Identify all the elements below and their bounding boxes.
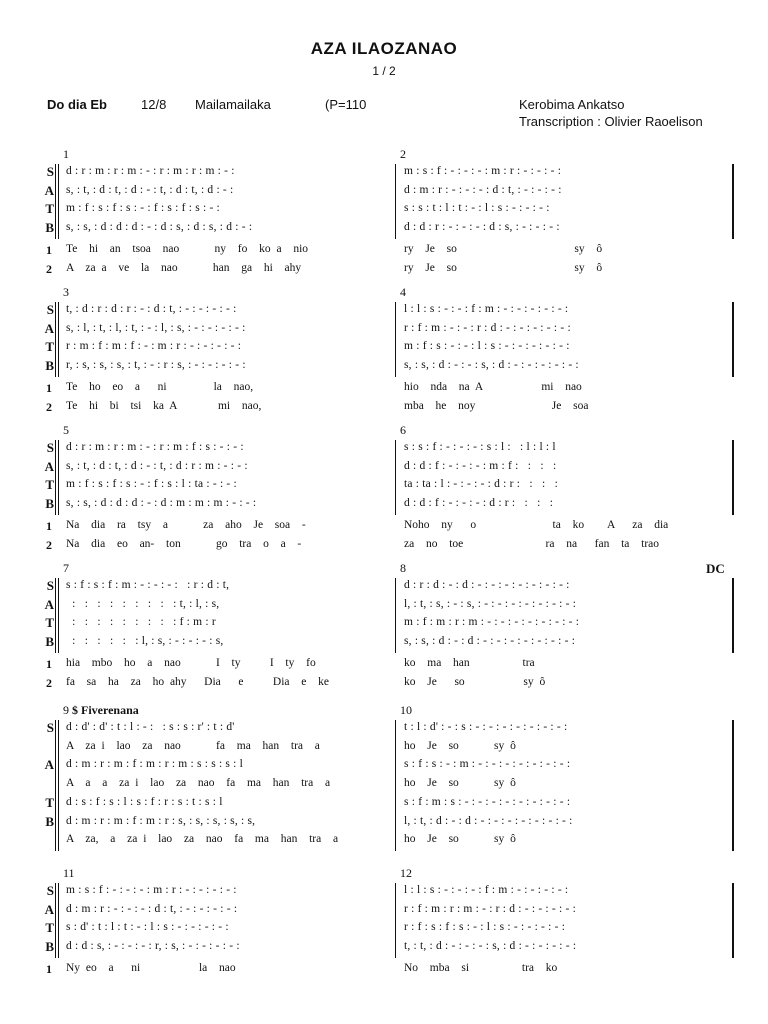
part-label: T — [45, 477, 54, 493]
part-label: A — [44, 320, 54, 336]
solfa-line: d : m : r : - : - : - : d : t, : - : - : - : — [404, 183, 562, 196]
solfa-line: l, : t, : d : - : d : - : - : - : - : - : - : - : — [404, 814, 573, 827]
solfa-line: s : f : s : - : m : - : - : - : - : - : - : - : — [404, 758, 571, 771]
verse-number: 1 — [46, 961, 52, 976]
verse-number: 2 — [46, 537, 52, 552]
bar-line — [732, 302, 734, 377]
part-label: B — [45, 496, 54, 512]
verse-number: 1 — [46, 518, 52, 533]
solfa-line: s : f : s : f : m : - : - : - : : r : d : t, — [66, 579, 230, 591]
bar-line — [58, 440, 59, 515]
part-label: T — [45, 794, 54, 810]
solfa-line: d : d : f : - : - : - : d : r : : : : — [404, 497, 554, 510]
solfa-line: m : s : f : - : - : - : m : r : - : - : - : - : — [66, 884, 237, 896]
style-marking: Mailamailaka — [195, 97, 271, 112]
bar-line — [395, 302, 396, 377]
verse-number: 2 — [46, 399, 52, 414]
verse-number: 1 — [46, 242, 52, 257]
bar-line — [55, 883, 56, 958]
solfa-line: d : m : r : - : - : - : d : t, : - : - : - : - : — [66, 902, 238, 915]
page-number: 1 / 2 — [372, 64, 396, 78]
bar-line — [395, 883, 396, 958]
lyric-line: mba he noy Je soa — [404, 399, 589, 412]
bar-line — [395, 578, 396, 653]
measure-number: 2 — [400, 147, 406, 161]
verse-number: 2 — [46, 261, 52, 276]
lyric-line: ho Je so sy ô — [404, 833, 516, 846]
solfa-line: d : r : d : - : d : - : - : - : - : - : - : - : — [404, 579, 570, 591]
solfa-line: ta : ta : l : - : - : - : d : r : : : : — [404, 478, 559, 491]
solfa-line: m : f : s : - : - : l : s : - : - : - : - : - : — [404, 340, 570, 353]
solfa-line: d : r : m : r : m : - : r : m : r : m : - : — [66, 165, 235, 177]
measure-number: 5 — [63, 423, 69, 437]
bar-line — [58, 302, 59, 377]
bar-line — [58, 164, 59, 239]
lyric-line: ho Je so sy ô — [404, 777, 516, 790]
lyric-line: ko Je so sy ô — [404, 675, 546, 688]
solfa-line: : : : : : : l, : s, : - : - : - : s, — [66, 635, 224, 648]
bar-line — [732, 440, 734, 515]
part-label: T — [45, 201, 54, 217]
lyric-line: ry Je so sy ô — [404, 261, 603, 274]
part-label: S — [46, 302, 54, 317]
solfa-line: d : m : r : m : f : m : r : s, : s, : s, : s, : s, — [66, 814, 256, 827]
lyric-line: A za, a za i lao za nao fa ma han tra a — [66, 833, 339, 846]
solfa-line: t, : t, : d : - : - : - : s, : d : - : - : - : - : — [404, 940, 577, 953]
part-label: S — [46, 883, 54, 898]
solfa-line: s, : s, : d : d : d : - : d : s, : d : s, : d : - : — [66, 221, 253, 234]
part-label: A — [44, 757, 54, 773]
solfa-line: : : : : : : : : : f : m : r — [66, 616, 216, 629]
solfa-line: s, : t, : d : t, : d : - : t, : d : t, : d : - : — [66, 183, 234, 196]
part-label: S — [46, 440, 54, 455]
verse-number: 1 — [46, 656, 52, 671]
bar-line — [58, 720, 59, 851]
lyric-line: hio nda na A mi nao — [404, 380, 582, 393]
bar-line — [55, 720, 56, 851]
part-label: T — [45, 339, 54, 355]
score-system — [0, 285, 768, 415]
key-signature: Do dia Eb — [47, 97, 107, 112]
measure-number: 8 — [400, 561, 406, 575]
bar-line — [732, 164, 734, 239]
solfa-line: s : s : t : l : t : - : l : s : - : - : - : — [404, 202, 550, 215]
solfa-line: d : m : r : m : f : m : r : m : s : s : s : l — [66, 758, 244, 771]
part-label: A — [44, 458, 54, 474]
solfa-line: t : l : d' : - : s : - : - : - : - : - : - : - : — [404, 721, 568, 733]
solfa-line: s, : l, : t, : l, : t, : - : l, : s, : - : - : - : - : — [66, 321, 246, 334]
bar-line — [395, 720, 396, 851]
lyric-line: Te hi an tsoa nao ny fo ko a nio — [66, 242, 309, 255]
bar-line — [732, 883, 734, 958]
dc-marking: DC — [706, 561, 725, 576]
section-label: $ Fiverenana — [72, 703, 139, 717]
solfa-line: r : f : s : f : s : - : l : s : - : - : - : - : — [404, 921, 566, 934]
lyric-line: Te ho eo a ni la nao, — [66, 380, 254, 393]
measure-number: 6 — [400, 423, 406, 437]
measure-number: 4 — [400, 285, 406, 299]
score-system — [0, 423, 768, 553]
measure-number: 10 — [400, 703, 412, 717]
part-label: B — [45, 220, 54, 236]
lyric-line: za no toe ra na fan ta trao — [404, 537, 660, 550]
solfa-line: s, : s, : d : d : d : - : d : m : m : m : - : - : — [66, 497, 257, 510]
solfa-line: l : l : s : - : - : - : f : m : - : - : - : - : — [404, 884, 569, 896]
solfa-line: d : d : s, : - : - : - : r, : s, : - : - : - : - : — [66, 940, 240, 953]
solfa-line: m : s : f : - : - : - : m : r : - : - : - : — [404, 165, 562, 177]
solfa-line: s : d' : t : l : t : - : l : s : - : - : - : - : — [66, 921, 229, 934]
lyric-line: ho Je so sy ô — [404, 739, 516, 752]
verse-number: 1 — [46, 380, 52, 395]
lyric-line: No mba si tra ko — [404, 961, 558, 974]
bar-line — [55, 440, 56, 515]
solfa-line: s, : s, : d : - : - : s, : d : - : - : - : - : - : — [404, 359, 579, 372]
part-label: S — [46, 578, 54, 593]
measure-number: 9 — [63, 703, 69, 717]
bar-line — [732, 720, 734, 851]
bar-line — [395, 440, 396, 515]
lyric-line: Ny eo a ni la nao — [66, 961, 236, 974]
bar-line — [395, 164, 396, 239]
measure-number: 7 — [63, 561, 69, 575]
solfa-line: d : r : m : r : m : - : r : m : f : s : - : - : — [66, 441, 244, 453]
bar-line — [58, 578, 59, 653]
score-system — [0, 147, 768, 277]
lyric-line: ko ma han tra — [404, 656, 535, 669]
measure-number: 11 — [63, 866, 75, 880]
score-system — [0, 866, 768, 996]
measure-number: 1 — [63, 147, 69, 161]
solfa-line: l, : t, : s, : - : s, : - : - : - : - : - : - : - : — [404, 597, 577, 610]
solfa-line: s, : s, : d : - : d : - : - : - : - : - : - : - : — [404, 635, 576, 648]
solfa-line: l : l : s : - : - : f : m : - : - : - : - : - : — [404, 303, 569, 315]
solfa-line: m : f : s : f : s : - : f : s : l : ta : - : - : — [66, 478, 237, 491]
part-label: A — [44, 182, 54, 198]
part-label: B — [45, 939, 54, 955]
verse-number: 2 — [46, 675, 52, 690]
score-system — [0, 703, 768, 846]
score-system — [0, 561, 768, 691]
solfa-line: s, : t, : d : t, : d : - : t, : d : r : m : - : - : — [66, 459, 248, 472]
solfa-line: r : f : m : r : m : - : r : d : - : - : - : - : — [404, 902, 576, 915]
composer: Kerobima Ankatso — [519, 97, 625, 112]
solfa-line: d : s : f : s : l : s : f : r : s : t : s : l — [66, 795, 223, 808]
solfa-line: d : d' : d' : t : l : - : : s : s : r' : t : d' — [66, 721, 235, 733]
lyric-line: fa sa ha za ho ahy Dia e Dia e ke — [66, 675, 329, 688]
measure-number: 12 — [400, 866, 412, 880]
bar-line — [55, 302, 56, 377]
part-label: B — [45, 634, 54, 650]
lyric-line: Noho ny o ta ko A za dia — [404, 518, 669, 531]
solfa-line: m : f : m : r : m : - : - : - : - : - : - : - : — [404, 616, 580, 629]
lyric-line: Na dia eo an- ton go tra o a - — [66, 537, 302, 550]
solfa-line: r : m : f : m : f : - : m : r : - : - : - : - : — [66, 340, 242, 353]
bar-line — [732, 578, 734, 653]
solfa-line: s : s : f : - : - : - : s : l : : l : l : l — [404, 441, 556, 453]
lyric-line: A za a ve la nao han ga hi ahy — [66, 261, 302, 274]
part-label: A — [44, 596, 54, 612]
solfa-line: d : d : r : - : - : - : d : s, : - : - : - : — [404, 221, 560, 234]
solfa-line: r : f : m : - : - : r : d : - : - : - : - : - : — [404, 321, 571, 334]
part-label: T — [45, 920, 54, 936]
lyric-line: Na dia ra tsy a za aho Je soa - — [66, 518, 306, 531]
solfa-line: : : : : : : : : : t, : l, : s, — [66, 597, 220, 610]
lyric-line: A a a za i lao za nao fa ma han tra a — [66, 777, 331, 790]
bar-line — [55, 164, 56, 239]
transcription-credit: Transcription : Olivier Raoelison — [519, 114, 703, 129]
measure-number: 3 — [63, 285, 69, 299]
part-label: S — [46, 720, 54, 735]
solfa-line: t, : d : r : d : r : - : d : t, : - : - : - : - : — [66, 303, 237, 315]
solfa-line: s : f : m : s : - : - : - : - : - : - : - : - : — [404, 795, 571, 808]
lyric-line: Te hi bi tsi ka A mi nao, — [66, 399, 262, 412]
lyric-line: hia mbo ho a nao I ty I ty fo — [66, 656, 316, 669]
tempo-marking: (P=110 — [325, 97, 367, 112]
solfa-line: d : d : f : - : - : - : m : f : : : : — [404, 459, 557, 472]
part-label: B — [45, 813, 54, 829]
lyric-line: ry Je so sy ô — [404, 242, 603, 255]
solfa-line: m : f : s : f : s : - : f : s : f : s : - : — [66, 202, 220, 215]
song-title: AZA ILAOZANAO — [310, 39, 458, 58]
lyric-line: A za i lao za nao fa ma han tra a — [66, 739, 320, 752]
bar-line — [58, 883, 59, 958]
solfa-line: r, : s, : s, : s, : t, : - : r : s, : - : - : - : - : — [66, 359, 246, 372]
part-label: B — [45, 358, 54, 374]
time-signature: 12/8 — [141, 97, 167, 112]
bar-line — [55, 578, 56, 653]
part-label: S — [46, 164, 54, 179]
part-label: A — [44, 901, 54, 917]
part-label: T — [45, 615, 54, 631]
